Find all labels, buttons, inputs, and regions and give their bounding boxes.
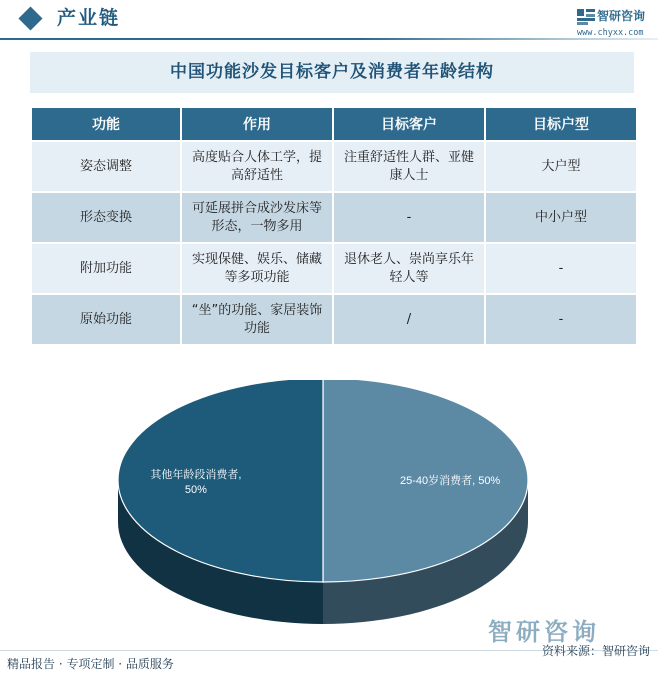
table-cell: 大户型 xyxy=(486,142,636,191)
table-row xyxy=(32,142,636,191)
table-row xyxy=(32,193,636,242)
table-header-row xyxy=(32,108,636,140)
source-note: 资料来源：智研咨询 xyxy=(541,644,650,658)
table-cell: 姿态调整 xyxy=(32,142,180,191)
table-cell: 注重舒适性人群、亚健康人士 xyxy=(334,142,484,191)
table-cell: - xyxy=(486,244,636,293)
chart-title: 中国功能沙发目标客户及消费者年龄结构 xyxy=(170,62,494,82)
table-header-cell: 作用 xyxy=(182,108,332,140)
function-table xyxy=(30,106,638,346)
table-header-cell: 目标客户 xyxy=(334,108,484,140)
pie-label-0: 25-40岁消费者, 50% xyxy=(399,475,501,487)
table-cell: - xyxy=(486,295,636,344)
pie-label-1: 其他年龄段消费者, 50% xyxy=(150,469,242,496)
table-cell: - xyxy=(334,193,484,242)
diamond-icon xyxy=(18,6,42,30)
table-header-cell: 目标户型 xyxy=(486,108,636,140)
table-header-cell: 功能 xyxy=(32,108,180,140)
table-cell: 形态变换 xyxy=(32,193,180,242)
section-title: 产业链 xyxy=(57,7,121,29)
table-cell: 可延展拼合成沙发床等形态，一物多用 xyxy=(182,193,332,242)
logo-mark-icon xyxy=(577,9,595,25)
table-cell: 实现保健、娱乐、储藏等多项功能 xyxy=(182,244,332,293)
table-row xyxy=(32,244,636,293)
table-cell: 高度贴合人体工学，提高舒适性 xyxy=(182,142,332,191)
logo-url[interactable]: www.chyxx.com xyxy=(577,28,644,38)
table-cell: 原始功能 xyxy=(32,295,180,344)
table-cell: “坐”的功能、家居装饰功能 xyxy=(182,295,332,344)
header-divider xyxy=(0,38,658,40)
chart-title-box xyxy=(30,52,634,93)
table-cell: 中小户型 xyxy=(486,193,636,242)
section-header xyxy=(0,3,658,38)
logo-name: 智研咨询 xyxy=(597,9,646,23)
table-cell: / xyxy=(334,295,484,344)
watermark-logo: 智研咨询 xyxy=(488,618,600,646)
age-structure-pie-chart xyxy=(0,380,658,650)
table-row xyxy=(32,295,636,344)
brand-logo[interactable] xyxy=(577,6,657,38)
footer-slogan: 精品报告 · 专项定制 · 品质服务 xyxy=(7,657,174,671)
table-cell: 退休老人、崇尚享乐年轻人等 xyxy=(334,244,484,293)
table-cell: 附加功能 xyxy=(32,244,180,293)
